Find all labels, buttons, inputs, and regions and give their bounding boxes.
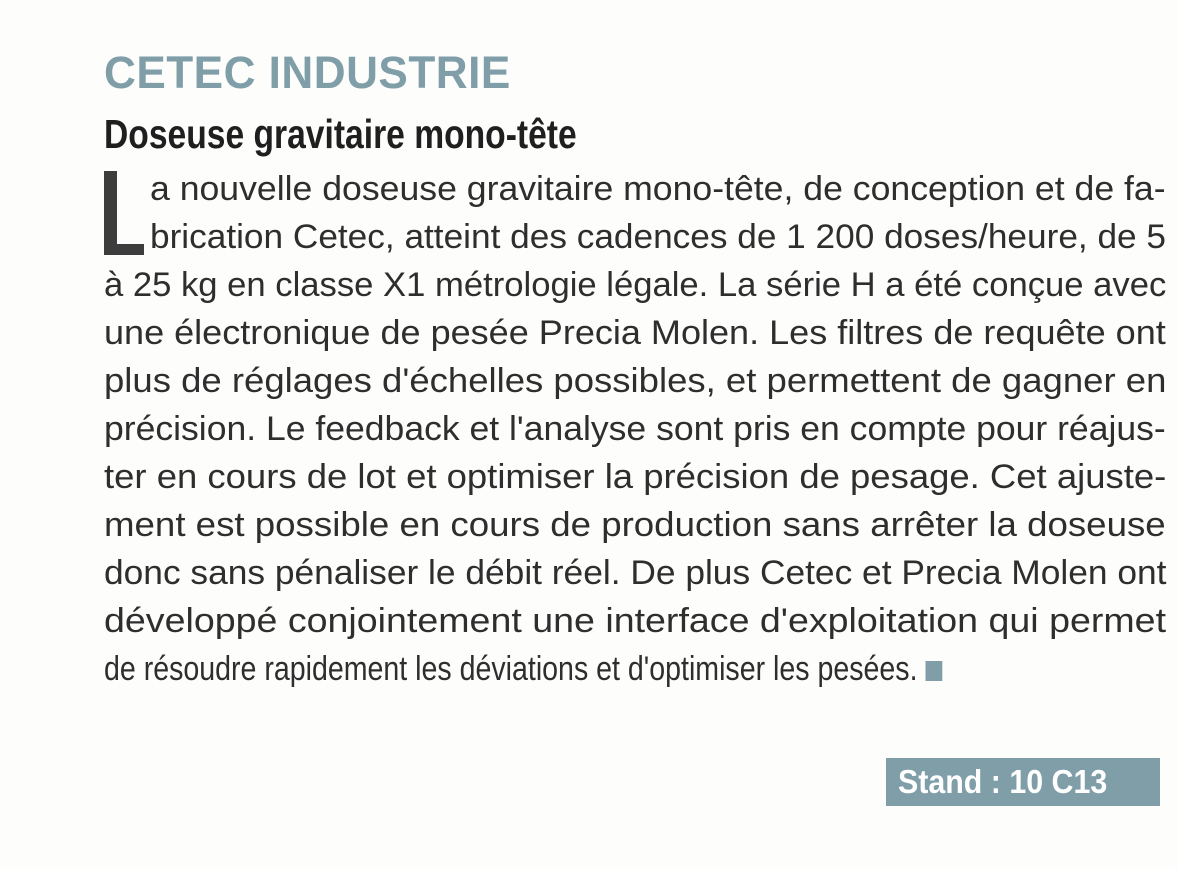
stand-badge [886, 758, 1160, 806]
body-line: précision. Le feedback et l'analyse sont pris en compte pour réajus- [104, 410, 1166, 448]
body-line: une électronique de pesée Precia Molen. Les filtres de requête ont [104, 314, 1166, 352]
article-body [104, 165, 1166, 725]
body-line: ment est possible en cours de production sans arrêter la doseuse [104, 506, 1166, 544]
body-line: développé conjointement une interface d'exploitation qui permet [104, 602, 1167, 640]
body-line: donc sans pénaliser le débit réel. De plus Cetec et Precia Molen ont [104, 554, 1167, 592]
article-headline: Doseuse gravitaire mono-tête [104, 111, 577, 157]
square-end-mark-icon [926, 661, 943, 681]
stand-label: Stand : 10 C13 [898, 763, 1108, 800]
body-line-last [104, 645, 943, 693]
body-line: plus de réglages d'échelles possibles, et permettent de gagner en [104, 362, 1167, 400]
body-line: ter en cours de lot et optimiser la précision de pesage. Cet ajuste- [104, 458, 1167, 496]
article [104, 46, 1166, 725]
body-line-text: de résoudre rapidement les déviations et d'optimiser les pesées. [104, 650, 918, 688]
body-line: à 25 kg en classe X1 métrologie légale. La série H a été conçue avec [104, 266, 1167, 304]
company-name: CETEC INDUSTRIE [104, 47, 511, 98]
body-line: a nouvelle doseuse gravitaire mono-tête, de conception et de fa- [150, 170, 1166, 208]
drop-cap [104, 171, 144, 255]
body-line: brication Cetec, atteint des cadences de 1 200 doses/heure, de 5 [150, 218, 1167, 256]
